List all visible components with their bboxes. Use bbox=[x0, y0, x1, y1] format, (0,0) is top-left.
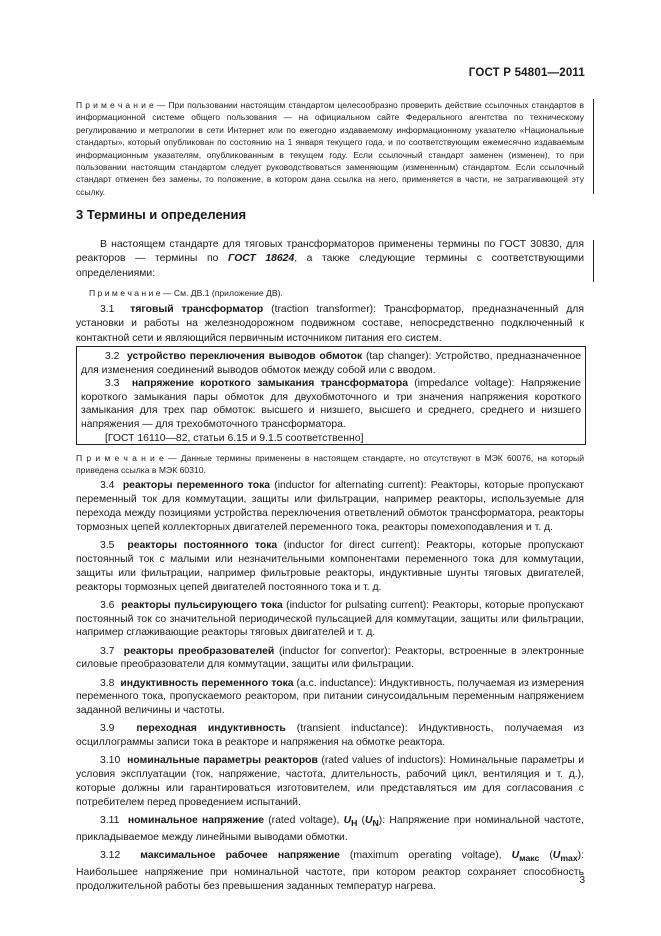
term-3-6 bbox=[76, 599, 584, 641]
note-text: — При пользовании настоящим стандартом целесообразно проверить действие ссылочных стандартов в информационной системе общего пользования — на официальном сайте Федерального агентства по техническому регулированию и метрологии в сети Интернет или по ежегодно издаваемому информационному указателю «Национальные стандарты», который опубликован по состоянию на 1 января текущего года, и по соответствующим ежемесячно издаваемым информационным указателям, опубликованным в текущем году. Если ссылочный стандарт заменен (изменен), то при пользовании настоящим стандартом следует руководствоваться заменяющим (измененным) стандартом. Если ссылочный стандарт отменен без замены, то положение, в котором дана ссылка на него, применяется в части, не затрагивающей эту ссылку. bbox=[76, 100, 584, 197]
term-3-1 bbox=[76, 303, 584, 346]
note-text: — Данные термины применены в настоящем стандарте, но отсутствуют в МЭК 60076, на который приведена ссылка в МЭК 60310. bbox=[76, 453, 585, 476]
term-definition: (inductor for direct current): Реакторы, которые пропускают постоянный ток с малыми или незначительными компонентами переменного тока для коммутации, защиты или фильтрации, например фильтровые реакторы, индуктивные шунты тяговых двигателей, реакторы тормозных цепей двигателей постоянного тока и т. д. bbox=[76, 539, 584, 593]
term-definition: (tap changer): Устройство, предназначенное для изменения соединений выводов обмоток между собой или с вводом. bbox=[81, 351, 581, 376]
symbol-subscript: Н bbox=[351, 818, 358, 829]
term-3-10 bbox=[76, 754, 584, 810]
term-number: 3.4 bbox=[100, 480, 115, 491]
paren: ): bbox=[378, 815, 386, 827]
term-3-7 bbox=[76, 645, 584, 673]
paren: ( bbox=[357, 815, 365, 827]
intro-text-1: В настоящем стандарте для тяговых трансформаторов применены термины по ГОСТ 30830, для реакторов — термины по bbox=[76, 239, 584, 265]
term-english: (rated voltage), bbox=[264, 815, 344, 827]
symbol-subscript: макс bbox=[519, 853, 540, 864]
symbol: U bbox=[343, 815, 352, 827]
term-number: 3.8 bbox=[100, 677, 115, 689]
section-title: 3 Термины и определения bbox=[76, 207, 247, 222]
term-number: 3.12 bbox=[100, 850, 121, 862]
symbol-subscript: N bbox=[372, 818, 379, 829]
term-number: 3.7 bbox=[100, 645, 115, 657]
term-definition: (impedance voltage): Напряжение короткого замыкания пары обмоток для двухобмоточного и три значения напряжения короткого замыкания для трех пар обмоток: высшего и низшего, высшего и среднего, среднего и низшего напряжения — для трехобмоточного трансформатора. bbox=[81, 378, 581, 430]
change-bar bbox=[593, 99, 594, 194]
intro-text-2: , а также следующие термины с соответствующими определениями: bbox=[76, 253, 584, 279]
term-definition: (a.c. inductance): Индуктивность, получаемая из измерения переменного тока, пропускаемого реактором, при питании синусоидальным переменным напряжением заданной величины и частоты. bbox=[76, 677, 584, 717]
terms-list bbox=[76, 479, 584, 898]
term-name: номинальное напряжение bbox=[127, 815, 265, 827]
term-number: 3.9 bbox=[100, 723, 115, 735]
term-name: устройство переключения выводов обмоток bbox=[127, 351, 363, 362]
term-number: 3.5 bbox=[100, 539, 115, 551]
paren: ( bbox=[539, 850, 553, 862]
term-number: 3.2 bbox=[105, 351, 120, 362]
term-name: реакторы переменного тока bbox=[122, 480, 271, 491]
note-dv bbox=[89, 288, 283, 298]
page-number: 3 bbox=[579, 875, 585, 886]
symbol-subscript: max bbox=[560, 853, 578, 864]
intro-paragraph bbox=[76, 238, 584, 281]
paren: ): bbox=[577, 850, 584, 862]
term-name: напряжение короткого замыкания трансформатора bbox=[131, 378, 408, 390]
note-label: П р и м е ч а н и е bbox=[76, 453, 164, 463]
term-definition: (inductor for pulsating current): Реакторы, которые пропускают постоянный ток со значительной периодической пульсацией для коммутации, защиты или фильтрации, например сглаживающие реакторы тяговых двигателей и т. д. bbox=[76, 599, 584, 639]
note-iec bbox=[76, 452, 584, 477]
term-3-3 bbox=[81, 377, 581, 431]
term-definition: (transient inductance): Индуктивность, получаемая из осциллограммы записи тока в реакторе и напряжения на обмотке реактора. bbox=[76, 723, 585, 749]
term-name: тяговый трансформатор bbox=[130, 304, 264, 315]
term-number: 3.6 bbox=[100, 599, 115, 611]
term-3-12 bbox=[76, 849, 584, 894]
note-text: — См. ДВ.1 (приложение ДВ). bbox=[160, 288, 283, 298]
term-number: 3.10 bbox=[100, 755, 121, 767]
term-english: (maximum operating voltage), bbox=[339, 850, 512, 862]
term-3-4 bbox=[76, 479, 584, 535]
term-number: 3.11 bbox=[100, 815, 120, 827]
term-name: реакторы пульсирующего тока bbox=[121, 599, 283, 611]
term-name: номинальные параметры реакторов bbox=[127, 755, 318, 767]
term-3-5 bbox=[76, 539, 584, 595]
symbol: U bbox=[552, 850, 561, 862]
term-definition: (inductor for alternating current): Реакторы, которые пропускают переменный ток для коммутации, защиты или фильтрации, например реакторы, используемые для перехода между позициями устройства переключения ответвлений обмоток трансформатора, реакторы тормозных цепей коллекторных двигателей переменного тока, реакторы помехоподавления и т. д. bbox=[76, 480, 584, 533]
term-definition: (inductor for convertor): Реакторы, встроенные в электронные силовые преобразователи для коммутации, защиты или фильтрации. bbox=[76, 645, 584, 671]
term-name: реакторы постоянного тока bbox=[127, 539, 278, 551]
standard-header: ГОСТ Р 54801—2011 bbox=[468, 67, 585, 79]
note-label: П р и м е ч а н и е bbox=[76, 100, 154, 110]
symbol: U bbox=[365, 815, 373, 827]
term-3-9 bbox=[76, 722, 584, 750]
term-number: 3.3 bbox=[105, 378, 120, 390]
term-3-2 bbox=[81, 350, 581, 377]
term-name: максимальное рабочее напряжение bbox=[140, 850, 340, 862]
framed-terms-box bbox=[76, 346, 586, 445]
term-number: 3.1 bbox=[100, 304, 115, 315]
term-name: индуктивность переменного тока bbox=[120, 677, 294, 689]
reference-note bbox=[76, 99, 584, 198]
term-definition: (traction transformer): Трансформатор, предназначенный для установки и работы на железнодорожном подвижном составе, непосредственно подключенный к контактной сети и являющийся первичным источником питания его систем. bbox=[76, 304, 584, 344]
term-definition: (rated values of inductors): Номинальные параметры и условия эксплуатации (ток, напряжение, частота, длительность, рабочий цикл, вентиляция и т. д.), которые должны или гарантироваться изготовителем, или представляться им для согласования с потребителем перед проведением испытаний. bbox=[76, 755, 585, 809]
term-name: реакторы преобразователей bbox=[123, 645, 275, 657]
note-label: П р и м е ч а н и е bbox=[89, 288, 161, 298]
term-source-ref: [ГОСТ 16110—82, статьи 6.15 и 9.1.5 соответственно] bbox=[105, 432, 364, 444]
term-3-8 bbox=[76, 677, 584, 719]
intro-std-ref: ГОСТ 18624 bbox=[227, 253, 295, 265]
symbol: U bbox=[511, 850, 520, 862]
term-3-11 bbox=[76, 814, 584, 845]
term-definition: Напряжение при номинальной частоте, прикладываемое между линейными выводами обмотки. bbox=[76, 815, 584, 844]
term-definition: Наибольшее напряжение при номинальной частоте, при котором реактор сохраняет способность продолжительной работы без превышения заданных температур нагрева. bbox=[76, 867, 584, 893]
term-name: переходная индуктивность bbox=[136, 723, 286, 735]
change-bar bbox=[593, 240, 594, 282]
